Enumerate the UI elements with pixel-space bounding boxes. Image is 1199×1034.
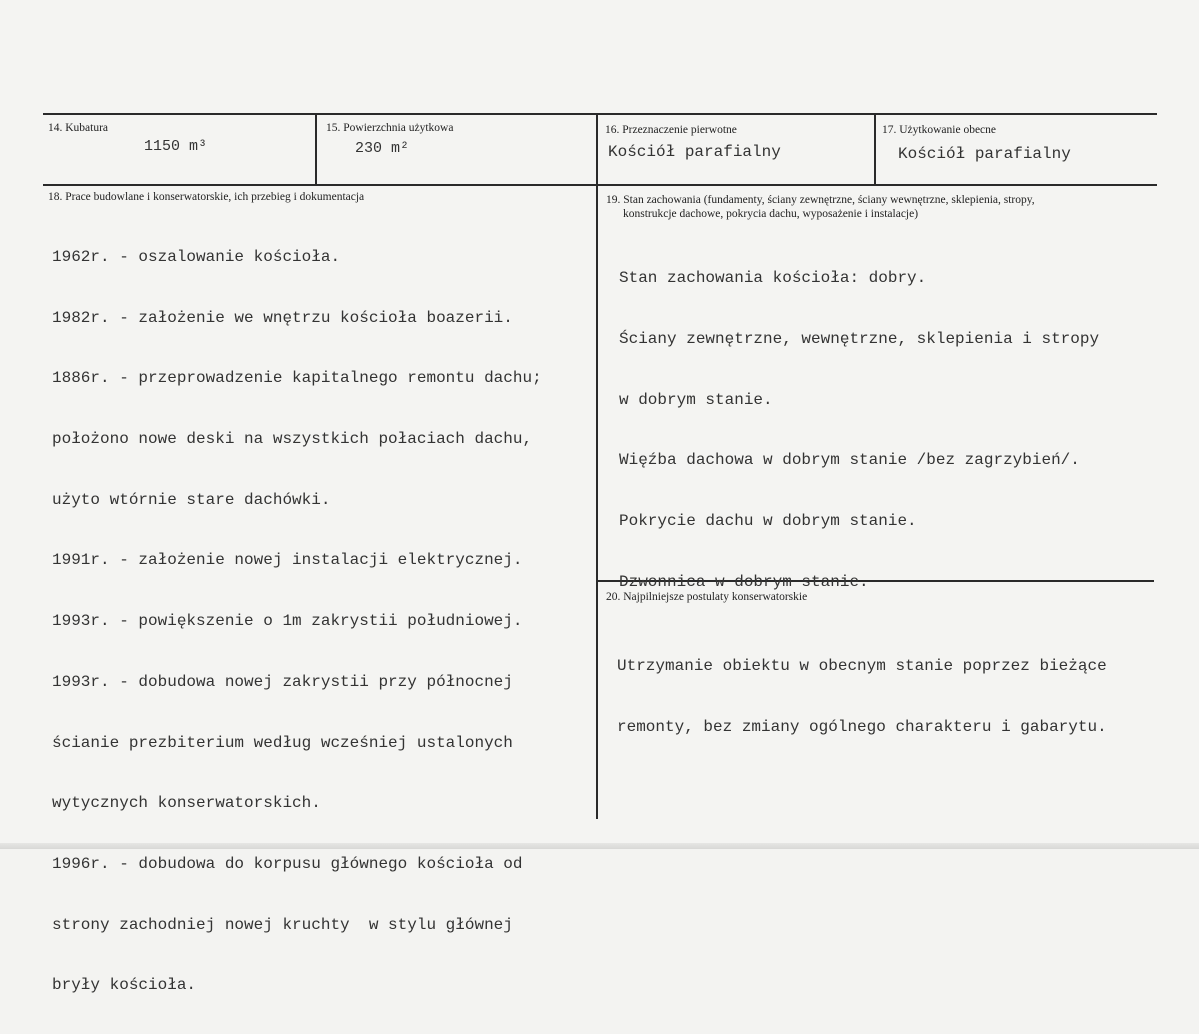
stan-line: Więźba dachowa w dobrym stanie /bez zagrzybień/. [619,451,1080,470]
kubatura-value: 1150 m³ [144,138,208,155]
postulaty-line: Utrzymanie obiektu w obecnym stanie poprzez bieżące [617,657,1107,675]
prace-line: 1962r. - oszalowanie kościoła. [52,248,341,266]
postulaty-line: remonty, bez zmiany ogólnego charakteru i gabarytu. [617,717,1107,736]
divider-kubatura [315,113,317,185]
prace-label: 18. Prace budowlane i konserwatorskie, ich przebieg i dokumentacja [48,191,365,203]
scan-edge-shadow [0,843,1199,849]
prace-text [52,209,542,1034]
stan-label-line2: konstrukcje dachowe, pokrycia dachu, wyposażenie i instalacje) [623,208,919,220]
stan-text [619,230,1099,631]
prace-line: 1991r. - założenie nowej instalacji elektrycznej. [52,551,523,570]
prace-line: 1993r. - dobudowa nowej zakrystii przy północnej [52,672,513,691]
divider-uzytkowanie [874,113,876,185]
prace-line: położono nowe deski na wszystkich połaciach dachu, [52,430,533,449]
prace-line: użyto wtórnie stare dachówki. [52,490,331,509]
prace-line: strony zachodniej nowej kruchty w stylu głównej [52,915,513,934]
przeznaczenie-label: 16. Przeznaczenie pierwotne [605,124,737,136]
prace-line: 1886r. - przeprowadzenie kapitalnego remontu dachu; [52,369,542,388]
prace-line: 1996r. - dobudowa do korpusu głównego kościoła od [52,854,523,873]
stan-line: Pokrycie dachu w dobrym stanie. [619,512,917,531]
prace-line: 1993r. - powiększenie o 1m zakrystii południowej. [52,612,523,631]
kubatura-label: 14. Kubatura [48,122,109,134]
divider-center [596,113,598,819]
powierzchnia-label: 15. Powierzchnia użytkowa [326,122,454,134]
row1-bottom-rule [43,184,1157,186]
prace-line: wytycznych konserwatorskich. [52,794,321,813]
stan-line: w dobrym stanie. [619,390,773,409]
stan-line: Stan zachowania kościoła: dobry. [619,269,927,287]
postulaty-text [617,618,1107,776]
powierzchnia-value: 230 m² [355,140,410,157]
prace-line: bryły kościoła. [52,976,197,995]
prace-line: ścianie prezbiterium według wcześniej ustalonych [52,733,513,752]
przeznaczenie-value: Kościół parafialny [608,143,781,161]
uzytkowanie-label: 17. Użytkowanie obecne [882,124,997,136]
postulaty-label: 20. Najpilniejsze postulaty konserwatorskie [606,591,808,603]
stan-line: Ściany zewnętrzne, wewnętrzne, sklepienia i stropy [619,329,1100,348]
top-rule [43,113,1157,115]
stan-line: Dzwonnica w dobrym stanie. [619,572,869,591]
stan-label-line1: 19. Stan zachowania (fundamenty, ściany zewnętrzne, ściany wewnętrzne, sklepienia, stropy, [606,194,1035,206]
prace-line: 1982r. - założenie we wnętrzu kościoła boazerii. [52,308,513,327]
uzytkowanie-value: Kościół parafialny [898,145,1071,163]
